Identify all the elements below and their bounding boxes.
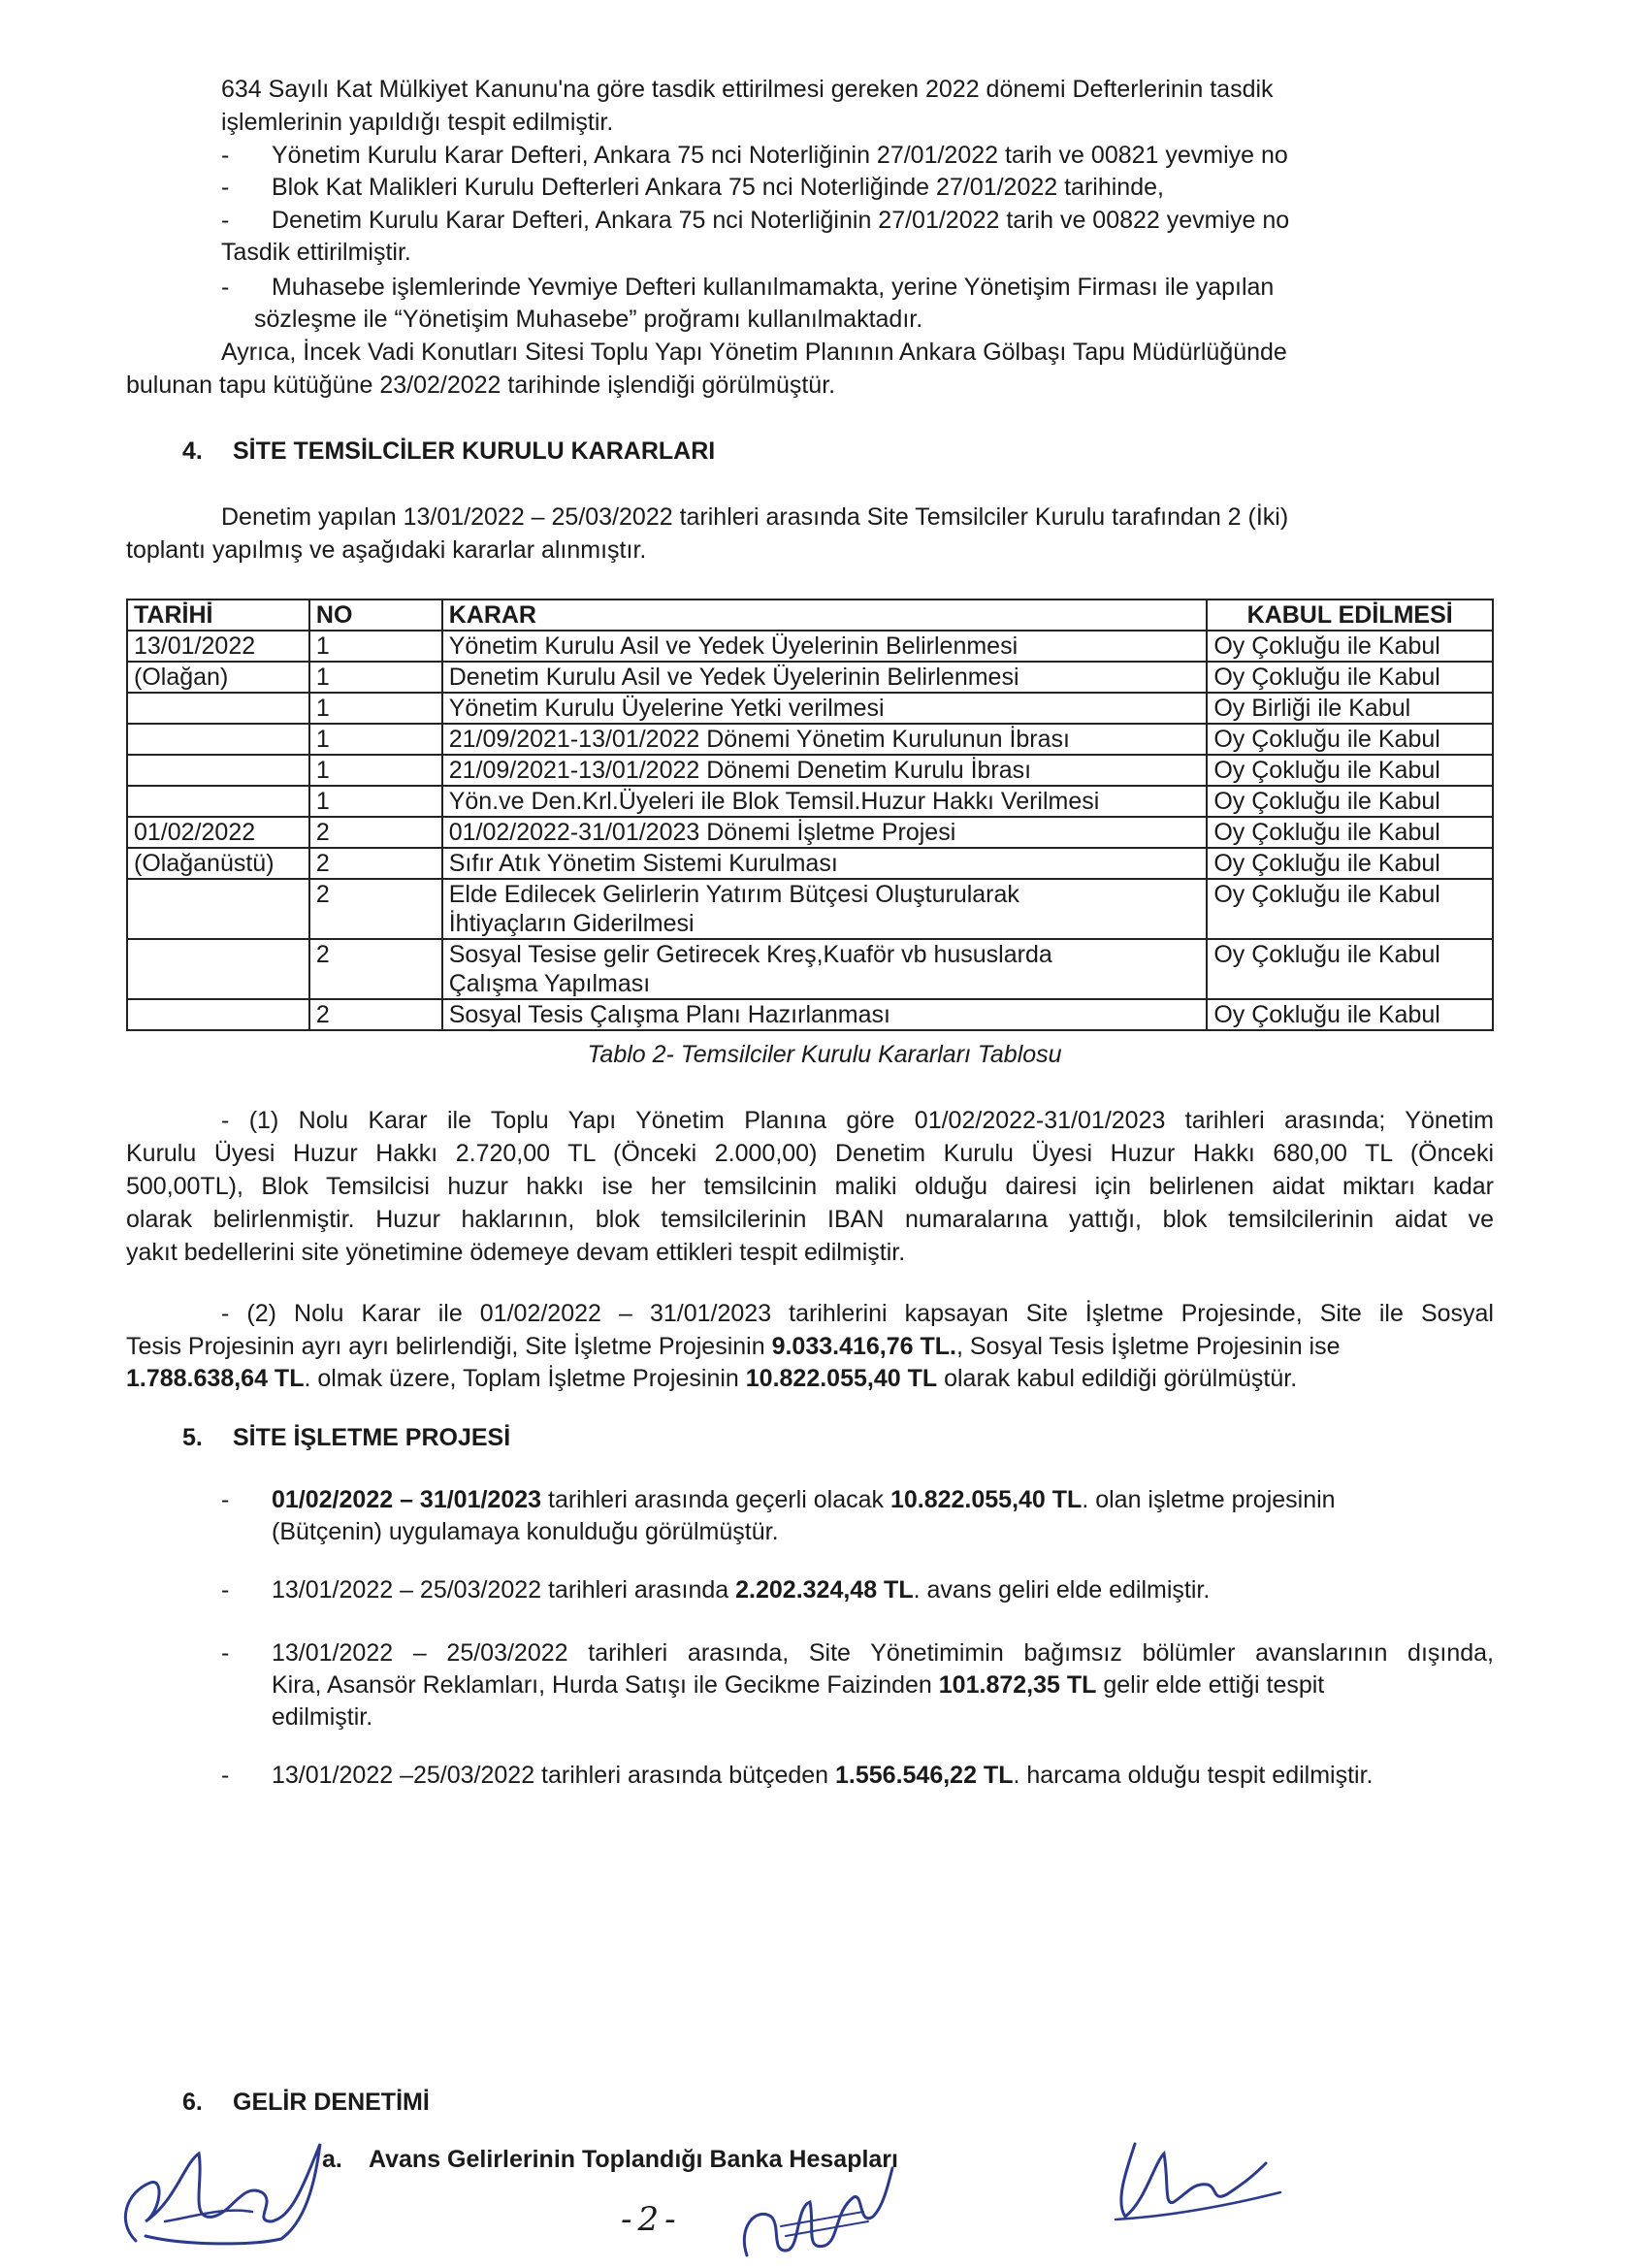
cell-decision: Sosyal Tesis Çalışma Planı Hazırlanması <box>442 999 1208 1030</box>
table-row <box>127 724 1493 755</box>
header-acceptance: KABUL EDİLMESİ <box>1207 599 1493 631</box>
cell-no: 1 <box>309 693 442 724</box>
note-1-line-1: - (1) Nolu Karar ile Toplu Yapı Yönetim Planına göre 01/02/2022-31/01/2023 tarihleri arasında; Yönetim <box>221 1107 1494 1134</box>
table-caption: Tablo 2- Temsilciler Kurulu Kararları Tablosu <box>587 1041 1062 1068</box>
cell-no: 2 <box>309 817 442 848</box>
cell-no: 1 <box>309 755 442 786</box>
cell-date <box>127 939 309 999</box>
section-5-bullet-1-line-2: (Bütçenin) uygulamaya konulduğu görülmüştür. <box>272 1518 779 1545</box>
bullet-dash: - <box>221 274 230 301</box>
intro-bullet-1: Yönetim Kurulu Karar Defteri, Ankara 75 nci Noterliğinin 27/01/2022 tarih ve 00821 yevmiye no <box>272 142 1288 169</box>
note-2-line-1: - (2) Nolu Karar ile 01/02/2022 – 31/01/2023 tarihlerini kapsayan Site İşletme Projesinde, Site ile Sosyal <box>221 1300 1494 1327</box>
cell-acceptance: Oy Çokluğu ile Kabul <box>1207 999 1493 1030</box>
cell-date: 13/01/2022 <box>127 631 309 662</box>
section-5-bullet-3-line-3: edilmiştir. <box>272 1703 373 1731</box>
cell-date <box>127 999 309 1030</box>
table-row <box>127 939 1493 999</box>
decision-line-2: İhtiyaçların Giderilmesi <box>448 910 695 937</box>
note-1-line-2: Kurulu Üyesi Huzur Hakkı 2.720,00 TL (Önceki 2.000,00) Denetim Kurulu Üyesi Huzur Hakkı 680,00 TL (Önceki <box>126 1140 1494 1167</box>
table-row <box>127 817 1493 848</box>
cell-acceptance: Oy Çokluğu ile Kabul <box>1207 724 1493 755</box>
section-4-number: 4. <box>182 437 203 465</box>
bullet-dash: - <box>221 142 230 169</box>
muhasebe-line-2: sözleşme ile “Yönetişim Muhasebe” proğramı kullanılmaktadır. <box>254 306 923 333</box>
note-1-line-5: yakıt bedellerini site yönetimine ödemeye devam ettikleri tespit edilmiştir. <box>126 1239 906 1266</box>
cell-no: 1 <box>309 662 442 693</box>
cell-no: 1 <box>309 724 442 755</box>
bullet-dash: - <box>221 1576 230 1604</box>
cell-decision: Yönetim Kurulu Asil ve Yedek Üyelerinin Belirlenmesi <box>442 631 1208 662</box>
cell-date: (Olağan) <box>127 662 309 693</box>
decision-line-1: Elde Edilecek Gelirlerin Yatırım Bütçesi Oluşturularak <box>448 881 1019 908</box>
cell-decision: 21/09/2021-13/01/2022 Dönemi Denetim Kurulu İbrası <box>442 755 1208 786</box>
section-4-title: SİTE TEMSİLCİLER KURULU KARARLARI <box>233 437 716 465</box>
signature-right <box>1096 2124 1290 2231</box>
signature-left <box>107 2124 340 2251</box>
decision-line-2: Çalışma Yapılması <box>448 970 651 997</box>
cell-no: 2 <box>309 879 442 939</box>
cell-date: 01/02/2022 <box>127 817 309 848</box>
bullet-dash: - <box>221 174 230 201</box>
ayrica-line-1: Ayrıca, İncek Vadi Konutları Sitesi Toplu Yapı Yönetim Planının Ankara Gölbaşı Tapu Müdürlüğünde <box>221 339 1287 366</box>
note-2-line-3: 1.788.638,64 TL. olmak üzere, Toplam İşletme Projesinin 10.822.055,40 TL olarak kabul edildiği görülmüştür. <box>126 1365 1298 1392</box>
section-5-number: 5. <box>182 1424 203 1451</box>
section-6a-letter: a. <box>322 2146 342 2173</box>
site-project-amount: 9.033.416,76 TL. <box>771 1333 956 1360</box>
table-row <box>127 786 1493 817</box>
header-date: TARİHİ <box>127 599 309 631</box>
header-decision: KARAR <box>442 599 1208 631</box>
intro-bullet-3: Denetim Kurulu Karar Defteri, Ankara 75 nci Noterliğinin 27/01/2022 tarih ve 00822 yevmiye no <box>272 207 1290 234</box>
cell-acceptance: Oy Çokluğu ile Kabul <box>1207 786 1493 817</box>
cell-no: 2 <box>309 939 442 999</box>
bullet-dash: - <box>221 1639 230 1667</box>
social-facility-amount: 1.788.638,64 TL <box>126 1365 305 1392</box>
cell-acceptance: Oy Çokluğu ile Kabul <box>1207 879 1493 939</box>
decisions-table <box>126 599 1494 1031</box>
cell-date <box>127 693 309 724</box>
section-5-bullet-3-line-2: Kira, Asansör Reklamları, Hurda Satışı ile Gecikme Faizinden 101.872,35 TL gelir elde ettiği tespit <box>272 1671 1325 1699</box>
intro-line-2: işlemlerinin yapıldığı tespit edilmiştir. <box>221 109 614 136</box>
cell-no: 2 <box>309 848 442 879</box>
bullet-dash: - <box>221 1762 230 1789</box>
intro-line-1: 634 Sayılı Kat Mülkiyet Kanunu'na göre tasdik ettirilmesi gereken 2022 dönemi Defterlerinin tasdik <box>221 76 1274 103</box>
section-5-bullet-2: 13/01/2022 – 25/03/2022 tarihleri arasında 2.202.324,48 TL. avans geliri elde edilmiştir. <box>272 1576 1211 1604</box>
table-row <box>127 693 1493 724</box>
table-row <box>127 631 1493 662</box>
section-6-title: GELİR DENETİMİ <box>233 2089 430 2116</box>
cell-date <box>127 786 309 817</box>
cell-acceptance: Oy Birliği ile Kabul <box>1207 693 1493 724</box>
note-1-line-3: 500,00TL), Blok Temsilcisi huzur hakkı ise her temsilcinin maliki olduğu dairesi için belirlenen aidat miktarı kadar <box>126 1173 1494 1200</box>
cell-decision: Yönetim Kurulu Üyelerine Yetki verilmesi <box>442 693 1208 724</box>
note-2-line-2: Tesis Projesinin ayrı ayrı belirlendiği, Site İşletme Projesinin 9.033.416,76 TL., Sosyal Tesis İşletme Projesinin ise <box>126 1333 1341 1360</box>
decision-line-1: Sosyal Tesise gelir Getirecek Kreş,Kuaför vb hususlarda <box>448 941 1052 968</box>
section-5-bullet-4: 13/01/2022 –25/03/2022 tarihleri arasında bütçeden 1.556.546,22 TL. harcama olduğu tespit edilmiştir. <box>272 1762 1374 1789</box>
ayrica-line-2: bulunan tapu kütüğüne 23/02/2022 tarihinde işlendiği görülmüştür. <box>126 372 836 399</box>
section-4-para-line-2: toplantı yapılmış ve aşağıdaki kararlar alınmıştır. <box>126 536 647 564</box>
cell-date <box>127 755 309 786</box>
table-row <box>127 755 1493 786</box>
cell-decision: 21/09/2021-13/01/2022 Dönemi Yönetim Kurulunun İbrası <box>442 724 1208 755</box>
section-4-para-line-1: Denetim yapılan 13/01/2022 – 25/03/2022 tarihleri arasında Site Temsilciler Kurulu tarafından 2 (İki) <box>221 503 1289 531</box>
total-project-amount: 10.822.055,40 TL <box>745 1365 938 1392</box>
table-header-row <box>127 599 1493 631</box>
muhasebe-line-1: Muhasebe işlemlerinde Yevmiye Defteri kullanılmamakta, yerine Yönetişim Firması ile yapılan <box>272 274 1275 301</box>
header-no: NO <box>309 599 442 631</box>
cell-acceptance: Oy Çokluğu ile Kabul <box>1207 817 1493 848</box>
note-1-line-4: olarak belirlenmiştir. Huzur haklarının, blok temsilcilerinin IBAN numaralarına yattığı, blok temsilcilerinin aidat ve <box>126 1206 1494 1233</box>
cell-acceptance: Oy Çokluğu ile Kabul <box>1207 631 1493 662</box>
cell-acceptance: Oy Çokluğu ile Kabul <box>1207 755 1493 786</box>
bullet-dash: - <box>221 207 230 234</box>
cell-acceptance: Oy Çokluğu ile Kabul <box>1207 662 1493 693</box>
cell-no: 1 <box>309 786 442 817</box>
cell-decision: 01/02/2022-31/01/2023 Dönemi İşletme Projesi <box>442 817 1208 848</box>
cell-acceptance: Oy Çokluğu ile Kabul <box>1207 848 1493 879</box>
cell-decision: Denetim Kurulu Asil ve Yedek Üyelerinin Belirlenmesi <box>442 662 1208 693</box>
cell-decision <box>442 939 1208 999</box>
cell-date <box>127 879 309 939</box>
tasdik-line: Tasdik ettirilmiştir. <box>221 239 411 266</box>
cell-acceptance: Oy Çokluğu ile Kabul <box>1207 939 1493 999</box>
cell-decision: Yön.ve Den.Krl.Üyeleri ile Blok Temsil.Huzur Hakkı Verilmesi <box>442 786 1208 817</box>
intro-bullet-2: Blok Kat Malikleri Kurulu Defterleri Ankara 75 nci Noterliğinde 27/01/2022 tarihinde, <box>272 174 1164 201</box>
cell-no: 1 <box>309 631 442 662</box>
section-5-bullet-1: 01/02/2022 – 31/01/2023 tarihleri arasında geçerli olacak 10.822.055,40 TL. olan işletme projesinin <box>272 1486 1336 1513</box>
section-6-number: 6. <box>182 2089 203 2116</box>
section-6a-title: Avans Gelirlerinin Toplandığı Banka Hesapları <box>369 2146 898 2173</box>
cell-no: 2 <box>309 999 442 1030</box>
section-5-bullet-3-line-1: 13/01/2022 – 25/03/2022 tarihleri arasında, Site Yönetimimin bağımsız bölümler avanslarının dışında, <box>272 1639 1494 1667</box>
table-row <box>127 999 1493 1030</box>
bullet-dash: - <box>221 1486 230 1513</box>
page-number: -2- <box>621 2200 682 2239</box>
table-row <box>127 662 1493 693</box>
signature-middle <box>728 2158 902 2265</box>
cell-date: (Olağanüstü) <box>127 848 309 879</box>
section-5-title: SİTE İŞLETME PROJESİ <box>233 1424 511 1451</box>
table-row <box>127 879 1493 939</box>
table-row <box>127 848 1493 879</box>
cell-decision: Sıfır Atık Yönetim Sistemi Kurulması <box>442 848 1208 879</box>
cell-decision <box>442 879 1208 939</box>
cell-date <box>127 724 309 755</box>
